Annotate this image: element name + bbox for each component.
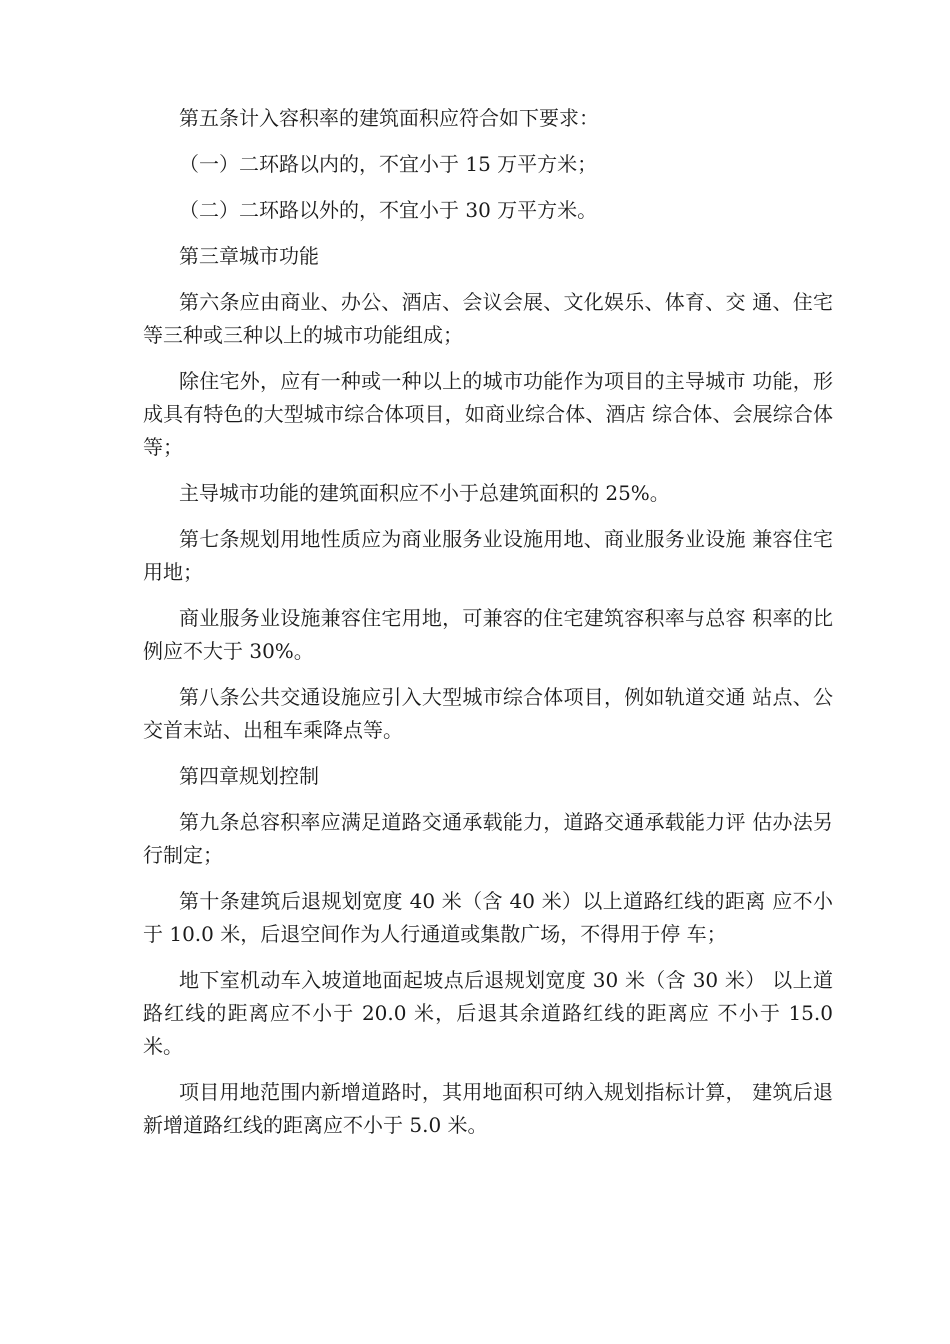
article-9-paragraph: 第九条总容积率应满足道路交通承载能力，道路交通承载能力评 估办法另行制定；: [143, 810, 833, 867]
article-7-paragraph-2: 商业服务业设施兼容住宅用地，可兼容的住宅建筑容积率与总容 积率的比例应不大于 30%。: [143, 606, 833, 663]
article-5-item-2: （二）二环路以外的，不宜小于 30 万平方米。: [179, 198, 598, 222]
article-6-paragraph-3: 主导城市功能的建筑面积应不小于总建筑面积的 25%。: [179, 481, 670, 505]
article-5-item-1: （一）二环路以内的，不宜小于 15 万平方米；: [179, 152, 598, 176]
article-7-paragraph: 第七条规划用地性质应为商业服务业设施用地、商业服务业设施 兼容住宅用地；: [143, 527, 833, 584]
document-body: [143, 102, 833, 1155]
chapter-3-heading: 第三章城市功能: [179, 244, 319, 268]
article-5-paragraph: 第五条计入容积率的建筑面积应符合如下要求：: [179, 106, 599, 130]
article-6-paragraph-2: 除住宅外，应有一种或一种以上的城市功能作为项目的主导城市 功能，形成具有特色的大型城市综合体项目，如商业综合体、酒店 综合体、会展综合体等；: [143, 369, 833, 459]
article-10-paragraph: 第十条建筑后退规划宽度 40 米（含 40 米）以上道路红线的距离 应不小于 10.0 米，后退空间作为人行通道或集散广场，不得用于停 车；: [143, 889, 833, 946]
article-10-paragraph-2: 地下室机动车入坡道地面起坡点后退规划宽度 30 米（含 30 米） 以上道路红线的距离应不小于 20.0 米，后退其余道路红线的距离应 不小于 15.0 米。: [143, 968, 833, 1058]
chapter-4-heading: 第四章规划控制: [179, 764, 319, 788]
article-10-paragraph-3: 项目用地范围内新增道路时，其用地面积可纳入规划指标计算， 建筑后退新增道路红线的距离应不小于 5.0 米。: [143, 1080, 833, 1137]
article-6-paragraph: 第六条应由商业、办公、酒店、会议会展、文化娱乐、体育、交 通、住宅等三种或三种以上的城市功能组成；: [143, 290, 833, 347]
article-8-paragraph: 第八条公共交通设施应引入大型城市综合体项目，例如轨道交通 站点、公交首末站、出租车乘降点等。: [143, 685, 833, 742]
